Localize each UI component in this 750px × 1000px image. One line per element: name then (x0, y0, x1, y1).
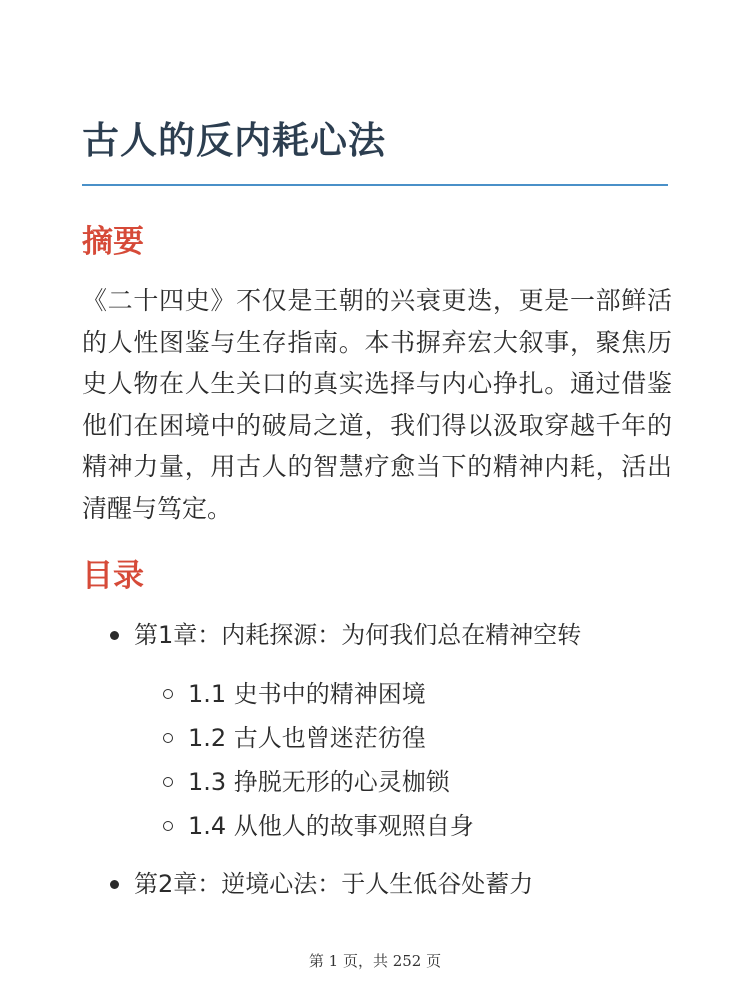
circle-bullet-icon (163, 821, 173, 831)
toc-section-1-1[interactable] (188, 676, 426, 712)
toc-chapter-1[interactable] (134, 617, 581, 653)
bullet-icon (110, 631, 119, 640)
toc-section-1-4[interactable] (188, 808, 474, 844)
toc-heading: 目录 (82, 558, 144, 594)
toc-section-label: 1.4 从他人的故事观照自身 (188, 812, 474, 840)
toc-section-label: 1.3 挣脱无形的心灵枷锁 (188, 768, 450, 796)
circle-bullet-icon (163, 733, 173, 743)
circle-bullet-icon (163, 777, 173, 787)
toc-chapter-2[interactable] (134, 866, 533, 902)
toc-chapter-label: 第2章：逆境心法：于人生低谷处蓄力 (134, 870, 534, 898)
toc-section-1-2[interactable] (188, 720, 426, 756)
toc-section-1-3[interactable] (188, 764, 450, 800)
abstract-heading: 摘要 (82, 224, 144, 260)
circle-bullet-icon (163, 689, 173, 699)
bullet-icon (110, 880, 119, 889)
toc-chapter-label: 第1章：内耗探源：为何我们总在精神空转 (134, 621, 582, 649)
toc-section-label: 1.2 古人也曾迷茫彷徨 (188, 724, 426, 752)
page-number: 第 1 页，共 252 页 (308, 952, 442, 970)
abstract-paragraph: 《二十四史》不仅是王朝的兴衰更迭，更是一部鲜活的人性图鉴与生存指南。本书摒弃宏大叙事，聚焦历史人物在人生关口的真实选择与内心挣扎。通过借鉴他们在困境中的破局之道，我们得以汲取穿越千年的精神力量，用古人的智慧疗愈当下的精神内耗，活出清醒与笃定。 (82, 286, 672, 523)
toc-section-label: 1.1 史书中的精神困境 (188, 680, 426, 708)
title-divider (82, 184, 668, 186)
document-title: 古人的反内耗心法 (82, 119, 386, 162)
